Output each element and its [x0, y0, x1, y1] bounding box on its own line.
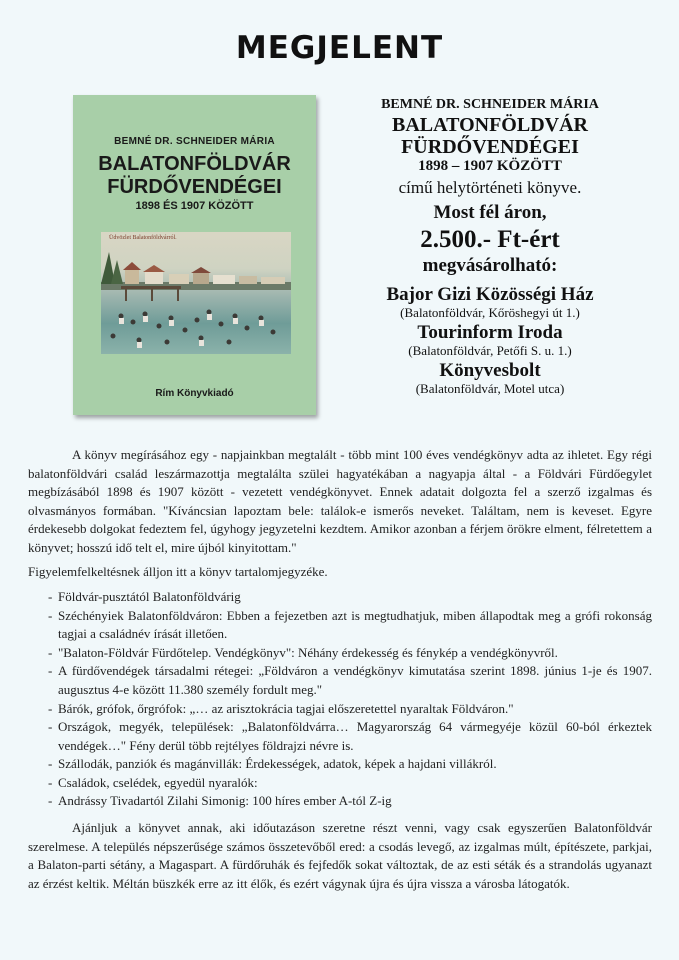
- place-address: (Balatonföldvár, Petőfi S. u. 1.): [408, 342, 572, 358]
- toc-item: - Andrássy Tivadartól Zilahi Simonig: 100 híres ember A-tól Z-ig: [28, 792, 652, 811]
- cover-title-line1: BALATONFÖLDVÁR: [98, 153, 291, 175]
- toc-list: [28, 588, 652, 811]
- info-description: című helytörténeti könyve.: [398, 177, 582, 197]
- place-address: (Balatonföldvár, Kőröshegyi út 1.): [400, 304, 580, 320]
- place-address: (Balatonföldvár, Motel utca): [415, 381, 565, 397]
- toc-item: - Bárók, grófok, őrgrófok: „… az arisztokrácia tagjai előszeretettel nyaraltak Földváron.": [28, 700, 652, 719]
- toc-item: - Széchényiek Balatonföldváron: Ebben a fejezetben azt is megtudhatjuk, miben állapodtak meg a grófi rokonság tagjai a családnév írását illetően.: [28, 607, 652, 644]
- article-body: [28, 446, 652, 899]
- info-offer: Most fél áron,: [433, 201, 547, 223]
- cover-author: BEMNÉ DR. SCHNEIDER MÁRIA: [114, 136, 275, 147]
- book-info: [345, 97, 635, 399]
- closing-paragraph: Ajánljuk a könyvet annak, aki időutazáson szeretne részt venni, vagy csak egyszerűen Balatonföldvár szerelmese. A település népszerűsége számos összetevőből ered: a csodás levegő, az izgalmas múlt, építészete, parkjai, a Balaton-parti sétány, a Magaspart. A fürdőruhák és fejfedők sokat változtak, de az esti séták és a strandolás ugyanazt az érzést keltik. Méltán büszkék erre az itt élők, és ezért vágynak újra és újra vissza a városba látogatók.: [28, 819, 652, 891]
- place-name: Tourinform Iroda: [417, 322, 563, 344]
- toc-item: - Szállodák, panziók és magánvillák: Érdekességek, adatok, képek a hajdani villákról.: [28, 755, 652, 774]
- book-cover-image: [73, 95, 316, 415]
- info-buy-text: megvásárolható:: [422, 254, 558, 276]
- cover-photo: [101, 232, 291, 354]
- info-author: BEMNÉ DR. SCHNEIDER MÁRIA: [381, 97, 599, 112]
- intro-paragraph: A könyv megírásához egy - napjainkban megtalált - több mint 100 éves vendégkönyv adta az ihletet. Egy régi balatonföldvári család leszármazottja megtalálta szülei hagyatékában a nagyapja által - a Földvári Fürdőegylet megbízásából 1898 és 1907 között - vezetett vendégkönyvet. Ennek adatait dolgozta fel a szerző izgalmas és olvasmányos formában. "Kíváncsian lapoztam bele: találok-e ismerős neveket. Találtam, nem is keveset. Egyre érdekesebb dolgokat fedeztem fel, úgyhogy jegyzetelni kezdtem. Amikor azonban a férjem örökre elment, félretettem a könyvet; hosszú idő telt el, mire újból kinyitottam.": [28, 447, 652, 555]
- info-price: 2.500.- Ft-ért: [420, 226, 560, 254]
- toc-item: - A fürdővendégek társadalmi rétegei: „Földváron a vendégkönyv kimutatása szerint 1898. június 1-je és 1907. augusztus 4-e között 11.380 személy fordult meg.": [28, 662, 652, 699]
- toc-item: - Földvár-pusztától Balatonföldvárig: [28, 588, 652, 607]
- cover-photo-caption: Üdvözlet Balatonföldvárról.: [109, 235, 177, 241]
- info-title-line2: FÜRDŐVENDÉGEI: [401, 136, 579, 159]
- cover-title-line2: FÜRDŐVENDÉGEI: [107, 176, 282, 198]
- info-years: 1898 – 1907 KÖZÖTT: [418, 158, 562, 175]
- place-name: Könyvesbolt: [439, 360, 541, 382]
- bathers-photo-illustration: [101, 232, 291, 354]
- place-name: Bajor Gizi Közösségi Ház: [386, 283, 594, 305]
- toc-item: - Családok, cselédek, egyedül nyaralók:: [28, 774, 652, 793]
- info-title-line1: BALATONFÖLDVÁR: [392, 114, 588, 137]
- cover-publisher: Rím Könyvkiadó: [155, 388, 234, 399]
- page-heading: MEGJELENT: [235, 30, 444, 66]
- cover-years: 1898 ÉS 1907 KÖZÖTT: [135, 200, 254, 212]
- toc-item: - "Balaton-Földvár Fürdőtelep. Vendégkönyv": Néhány érdekesség és fénykép a vendégkönyvről.: [28, 644, 652, 663]
- toc-item: - Országok, megyék, települések: „Balatonföldvárra… Magyarország 64 vármegyéje közül 60-ból érkeztek vendégek…" Fény derül több rejtélyes földrajzi névre is.: [28, 718, 652, 755]
- toc-intro: Figyelemfelkeltésnek álljon itt a könyv tartalomjegyzéke.: [28, 564, 328, 580]
